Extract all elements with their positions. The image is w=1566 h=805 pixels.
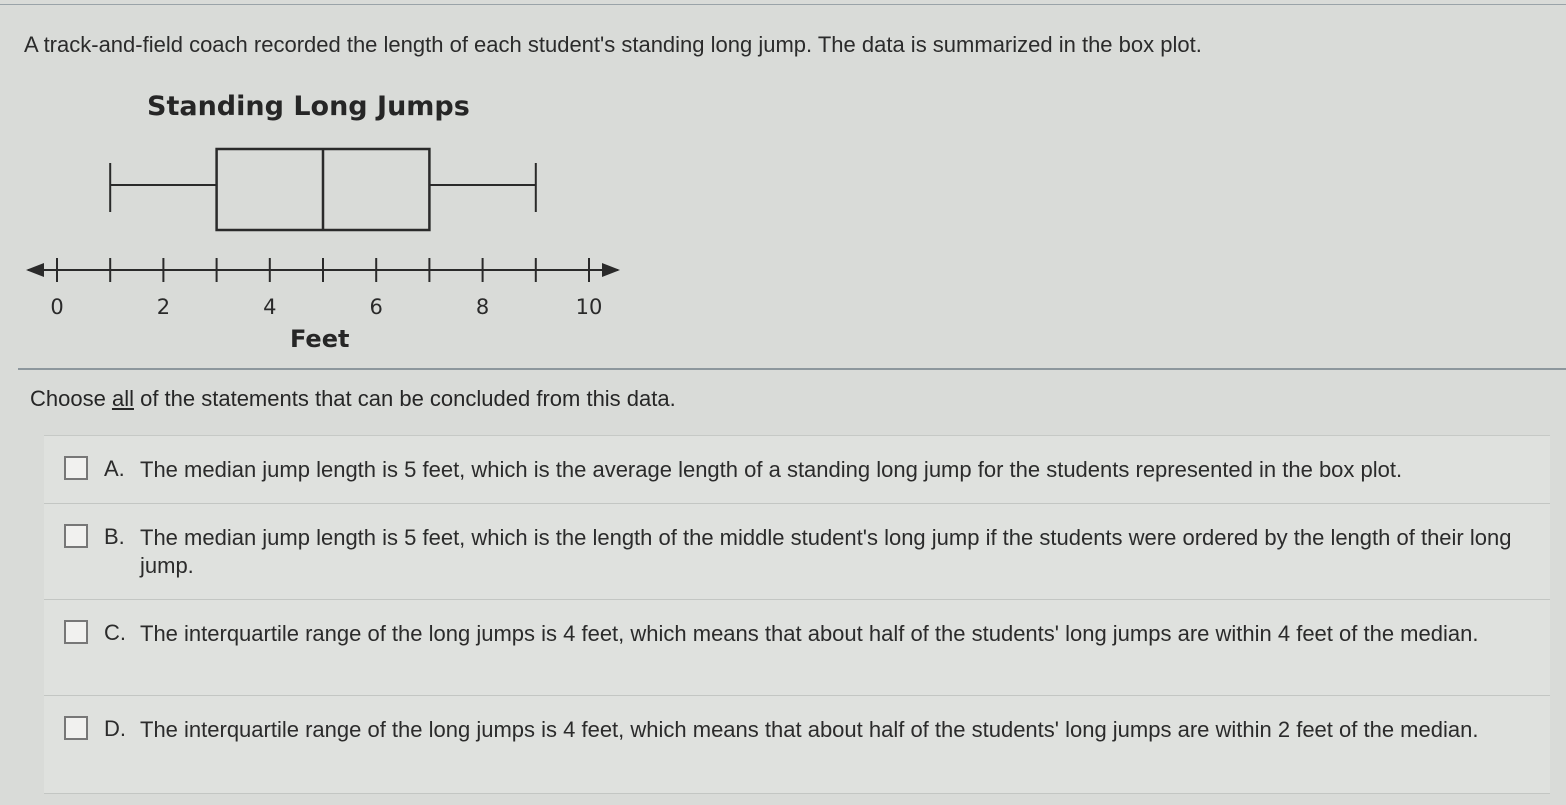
x-axis-label: Feet [290,325,350,353]
chart-title: Standing Long Jumps [147,91,470,122]
box-plot-svg [0,85,640,365]
tick-label-6: 6 [369,295,383,319]
option-b-checkbox[interactable] [64,524,88,548]
option-a-checkbox[interactable] [64,456,88,480]
answer-options [44,435,1550,794]
option-a-letter: A. [104,456,125,481]
option-c-text: The interquartile range of the long jumps is 4 feet, which means that about half of the students' long jumps are within 4 feet of the median. [140,621,1479,646]
instructions-text [30,386,676,412]
option-d[interactable] [44,696,1550,794]
option-c-checkbox[interactable] [64,620,88,644]
tick-label-4: 4 [263,295,277,319]
option-b[interactable] [44,504,1550,600]
option-a[interactable] [44,436,1550,504]
option-b-text: The median jump length is 5 feet, which is the length of the middle student's long jump if the students were ordered by the length of their long jump. [140,525,1512,578]
tick-label-8: 8 [475,295,490,319]
right-arrow [602,263,620,277]
question-text: A track-and-field coach recorded the length of each student's standing long jump. The data is summarized in the box plot. [24,32,1202,57]
instructions-before: Choose [30,386,112,411]
tick-label-10: 10 [575,295,603,319]
left-arrow [26,263,44,277]
tick-label-2: 2 [156,295,171,319]
top-divider [0,4,1566,5]
option-a-text: The median jump length is 5 feet, which is the average length of a standing long jump for the students represented in the box plot. [140,457,1403,482]
option-d-letter: D. [104,716,126,741]
option-b-letter: B. [104,524,125,549]
box-plot-figure [0,85,640,365]
option-c[interactable] [44,600,1550,696]
section-divider [18,368,1566,370]
tick-label-0: 0 [50,295,64,319]
option-c-letter: C. [104,620,126,645]
instructions-emphasis: all [111,386,134,411]
option-d-checkbox[interactable] [64,716,88,740]
option-d-text: The interquartile range of the long jumps is 4 feet, which means that about half of the students' long jumps are within 2 feet of the median. [140,717,1479,742]
instructions-after: of the statements that can be concluded from this data. [133,386,676,411]
